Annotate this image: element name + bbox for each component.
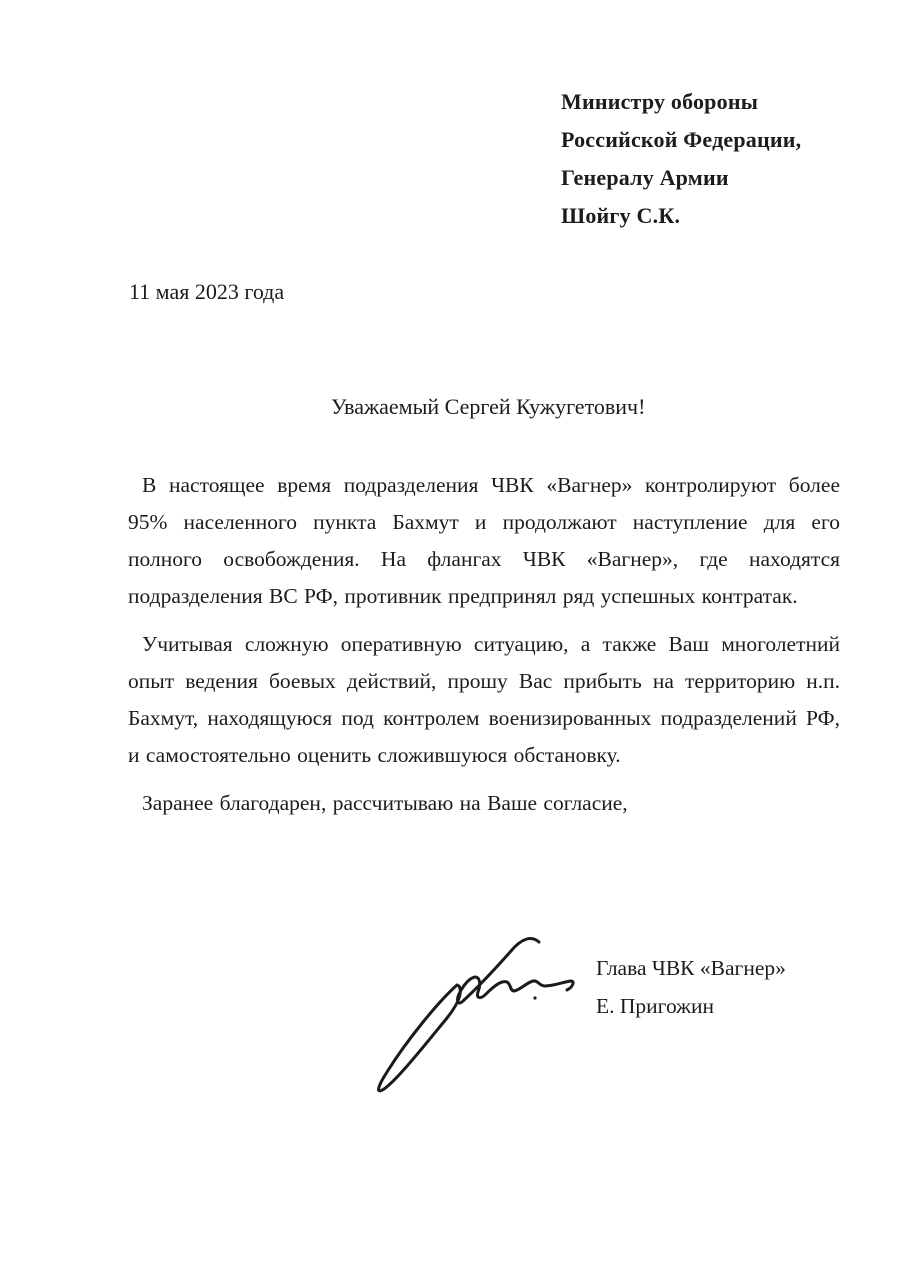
recipient-line-1: Министру обороны (561, 89, 759, 114)
salutation-line: Уважаемый Сергей Кужугетович! (331, 394, 646, 419)
recipient-line-3: Генералу Армии (561, 165, 729, 190)
body-paragraph-2: Учитывая сложную оперативную ситуацию, а также Ваш многолетний опыт ведения боевых действий, прошу Вас прибыть на территорию н.п. Бахмут, находящуюся под контролем военизированных подразделений РФ, и самостоятельно оценить сложившуюся обстановку. (128, 632, 840, 767)
handwritten-signature-icon (362, 932, 612, 1102)
body-paragraph-3: Заранее благодарен, рассчитываю на Ваше согласие, (142, 791, 628, 815)
signature-title: Глава ЧВК «Вагнер» (596, 956, 786, 980)
recipient-line-4: Шойгу С.К. (561, 203, 681, 228)
letter-body (128, 467, 840, 833)
signature-name: Е. Пригожин (596, 994, 715, 1018)
body-paragraph-1: В настоящее время подразделения ЧВК «Вагнер» контролируют более 95% населенного пункта Бахмут и продолжают наступление для его полного освобождения. На флангах ЧВК «Вагнер», где находятся подразделения ВС РФ, противник предпринял ряд успешных контратак. (128, 473, 840, 608)
recipient-line-2: Российской Федерации, (561, 127, 802, 152)
signature-block (596, 949, 786, 1025)
letter-date: 11 мая 2023 года (129, 279, 285, 304)
recipient-block (561, 83, 801, 235)
